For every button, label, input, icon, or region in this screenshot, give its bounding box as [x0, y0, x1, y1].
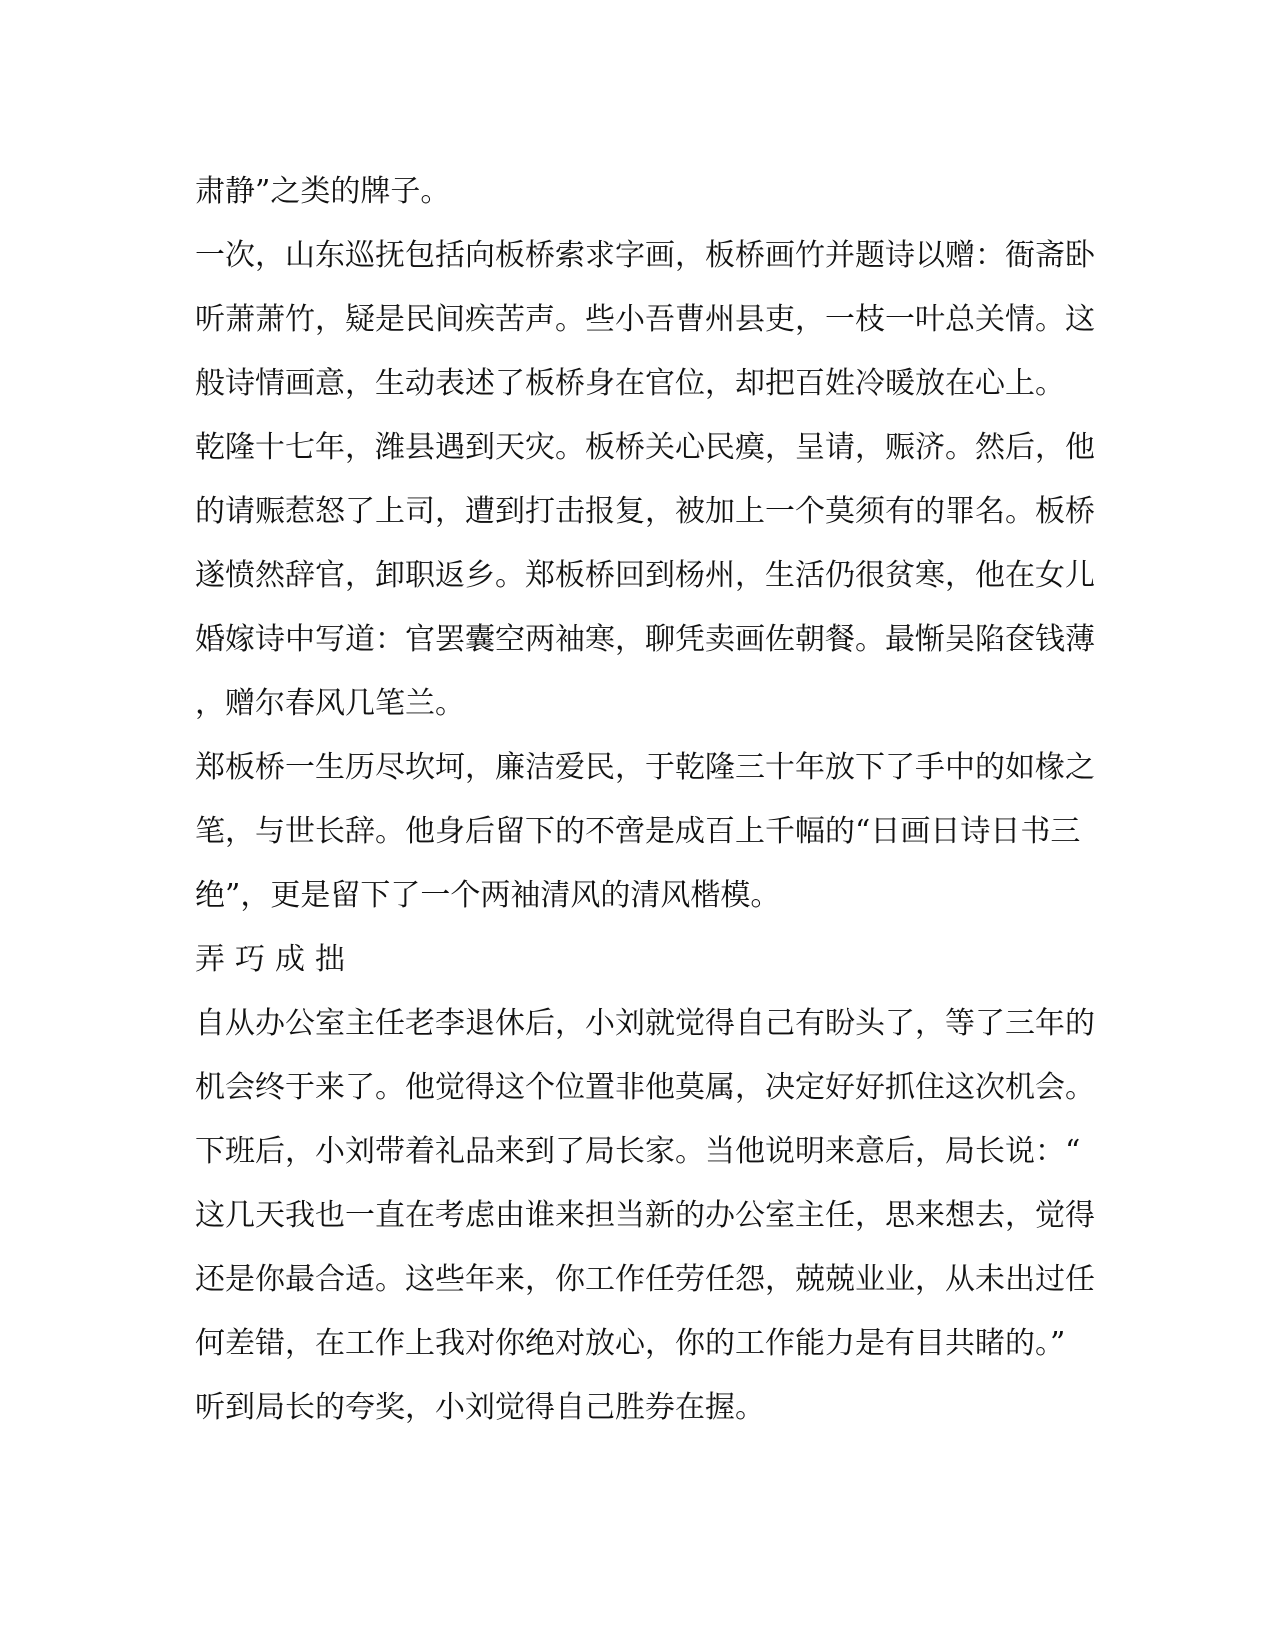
text-line: ，赠尔春风几笔兰。	[195, 686, 465, 721]
text-line: 听到局长的夸奖，小刘觉得自己胜券在握。	[195, 1390, 765, 1425]
text-line: 机会终于来了。他觉得这个位置非他莫属，决定好好抓住这次机会。	[195, 1070, 1095, 1105]
text-line: 乾隆十七年，潍县遇到天灾。板桥关心民瘼，呈请，赈济。然后，他	[195, 430, 1095, 465]
text-line: 听萧萧竹，疑是民间疾苦声。些小吾曹州县吏，一枝一叶总关情。这	[195, 302, 1095, 337]
text-line: 这几天我也一直在考虑由谁来担当新的办公室主任，思来想去，觉得	[195, 1198, 1095, 1233]
text-line: 郑板桥一生历尽坎坷，廉洁爱民，于乾隆三十年放下了手中的如椽之	[195, 750, 1095, 785]
text-line: 笔，与世长辞。他身后留下的不啻是成百上千幅的“日画日诗日书三	[195, 814, 1081, 849]
text-line: 般诗情画意，生动表述了板桥身在官位，却把百姓冷暖放在心上。	[195, 366, 1065, 401]
text-line: 自从办公室主任老李退休后，小刘就觉得自己有盼头了，等了三年的	[195, 1006, 1095, 1041]
section-heading: 弄巧成拙	[195, 942, 355, 977]
text-line: 一次，山东巡抚包括向板桥索求字画，板桥画竹并题诗以赠：衙斋卧	[195, 238, 1095, 273]
document-body	[195, 160, 1095, 1440]
text-line: 绝”，更是留下了一个两袖清风的清风楷模。	[195, 878, 781, 913]
text-line: 婚嫁诗中写道：官罢囊空两袖寒，聊凭卖画佐朝餐。最惭吴陷奁钱薄	[195, 622, 1095, 657]
text-line: 的请赈惹怒了上司，遭到打击报复，被加上一个莫须有的罪名。板桥	[195, 494, 1095, 529]
text-line: 下班后，小刘带着礼品来到了局长家。当他说明来意后，局长说：“	[195, 1134, 1081, 1169]
text-line: 何差错，在工作上我对你绝对放心，你的工作能力是有目共睹的。”	[195, 1326, 1066, 1361]
text-line: 还是你最合适。这些年来，你工作任劳任怨，兢兢业业，从未出过任	[195, 1262, 1095, 1297]
text-line: 遂愤然辞官，卸职返乡。郑板桥回到杨州，生活仍很贫寒，他在女儿	[195, 558, 1095, 593]
text-line: 肃静”之类的牌子。	[195, 174, 451, 209]
